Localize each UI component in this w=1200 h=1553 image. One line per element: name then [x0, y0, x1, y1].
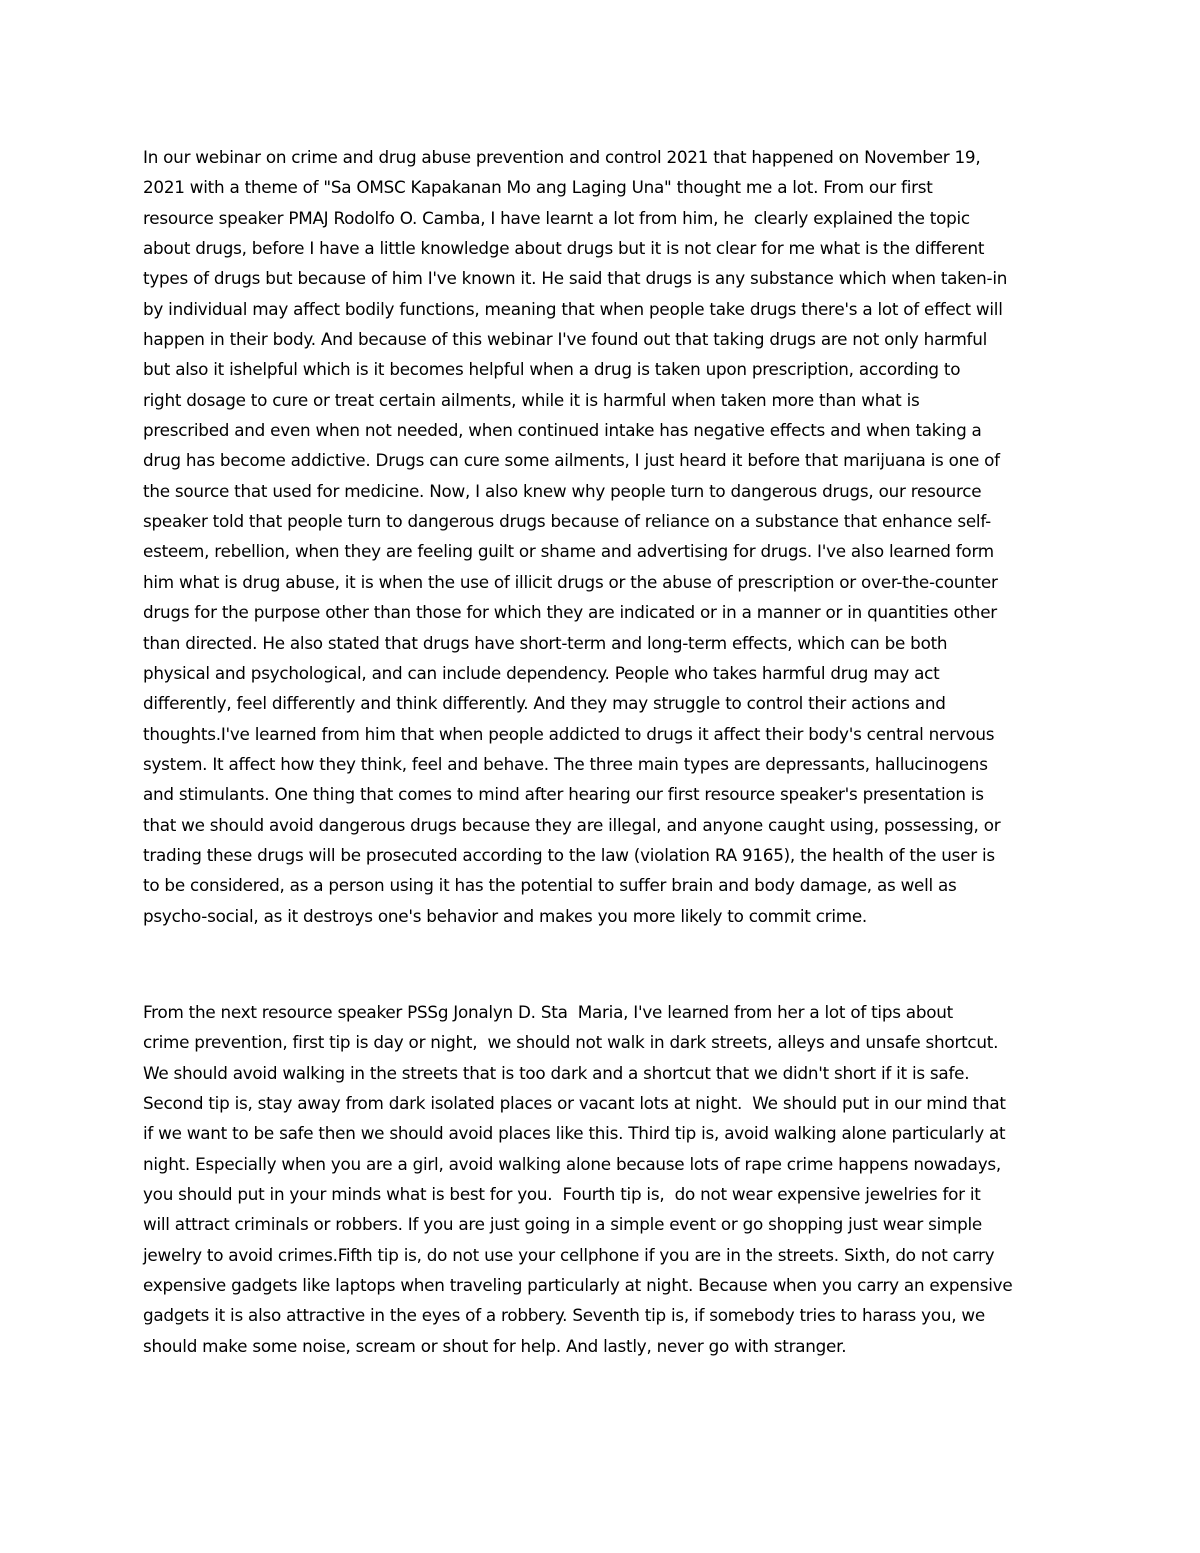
text-line: differently, feel differently and think differently. And they may struggle to control their actions and [143, 693, 946, 714]
text-line: resource speaker PMAJ Rodolfo O. Camba, I have learnt a lot from him, he clearly explained the topic [143, 207, 970, 228]
text-line: than directed. He also stated that drugs have short-term and long-term effects, which can be both [143, 632, 948, 653]
text-line: prescribed and even when not needed, when continued intake has negative effects and when taking a [143, 420, 982, 441]
text-line: trading these drugs will be prosecuted according to the law (violation RA 9165), the health of the user is [143, 844, 995, 865]
paragraph-webinar-drug-abuse [143, 142, 1065, 931]
text-line: types of drugs but because of him I've known it. He said that drugs is any substance which when taken-in [143, 268, 1008, 289]
text-line: expensive gadgets like laptops when traveling particularly at night. Because when you carry an expensive [143, 1275, 1013, 1296]
text-line: thoughts.I've learned from him that when people addicted to drugs it affect their body's central nervous [143, 723, 995, 744]
text-line: him what is drug abuse, it is when the use of illicit drugs or the abuse of prescription or over-the-counter [143, 571, 998, 592]
text-line: that we should avoid dangerous drugs because they are illegal, and anyone caught using, possessing, or [143, 814, 1001, 835]
text-line: jewelry to avoid crimes.Fifth tip is, do not use your cellphone if you are in the streets. Sixth, do not carry [143, 1244, 995, 1265]
text-line: crime prevention, first tip is day or night, we should not walk in dark streets, alleys and unsafe shortcut. [143, 1032, 999, 1053]
text-line: Second tip is, stay away from dark isolated places or vacant lots at night. We should put in our mind that [143, 1093, 1006, 1114]
text-line: drugs for the purpose other than those for which they are indicated or in a manner or in quantities other [143, 602, 997, 623]
text-line: right dosage to cure or treat certain ailments, while it is harmful when taken more than what is [143, 389, 920, 410]
text-line: will attract criminals or robbers. If you are just going in a simple event or go shopping just wear simple [143, 1214, 983, 1235]
text-line: drug has become addictive. Drugs can cure some ailments, I just heard it before that marijuana is one of [143, 450, 1000, 471]
text-line: should make some noise, scream or shout for help. And lastly, never go with stranger. [143, 1335, 847, 1356]
paragraph-crime-prevention-tips [143, 997, 1065, 1361]
text-line: speaker told that people turn to dangerous drugs because of reliance on a substance that enhance self- [143, 511, 991, 532]
text-line: the source that used for medicine. Now, I also knew why people turn to dangerous drugs, our resource [143, 480, 982, 501]
text-line: system. It affect how they think, feel and behave. The three main types are depressants, hallucinogens [143, 753, 988, 774]
text-line: esteem, rebellion, when they are feeling guilt or shame and advertising for drugs. I've also learned form [143, 541, 994, 562]
text-line: gadgets it is also attractive in the eyes of a robbery. Seventh tip is, if somebody tries to harass you, we [143, 1305, 985, 1326]
text-line: and stimulants. One thing that comes to mind after hearing our first resource speaker's presentation is [143, 784, 984, 805]
text-line: by individual may affect bodily functions, meaning that when people take drugs there's a lot of effect will [143, 298, 1003, 319]
text-line: 2021 with a theme of "Sa OMSC Kapakanan Mo ang Laging Una" thought me a lot. From our first [143, 177, 933, 198]
text-line: but also it ishelpful which is it becomes helpful when a drug is taken upon prescription, according to [143, 359, 961, 380]
text-line: you should put in your minds what is best for you. Fourth tip is, do not wear expensive jewelries for it [143, 1184, 981, 1205]
text-line: psycho-social, as it destroys one's behavior and makes you more likely to commit crime. [143, 905, 867, 926]
text-line: We should avoid walking in the streets that is too dark and a shortcut that we didn't short if it is safe. [143, 1062, 970, 1083]
text-line: night. Especially when you are a girl, avoid walking alone because lots of rape crime happens nowadays, [143, 1153, 1001, 1174]
text-line: In our webinar on crime and drug abuse prevention and control 2021 that happened on November 19, [143, 147, 981, 167]
text-line: to be considered, as a person using it has the potential to suffer brain and body damage, as well as [143, 875, 957, 896]
text-line: From the next resource speaker PSSg Jonalyn D. Sta Maria, I've learned from her a lot of tips about [143, 1002, 953, 1022]
text-line: happen in their body. And because of this webinar I've found out that taking drugs are not only harmful [143, 329, 988, 350]
text-line: about drugs, before I have a little knowledge about drugs but it is not clear for me what is the different [143, 238, 985, 259]
text-line: if we want to be safe then we should avoid places like this. Third tip is, avoid walking alone particularly at [143, 1123, 1006, 1144]
text-line: physical and psychological, and can include dependency. People who takes harmful drug may act [143, 662, 940, 683]
